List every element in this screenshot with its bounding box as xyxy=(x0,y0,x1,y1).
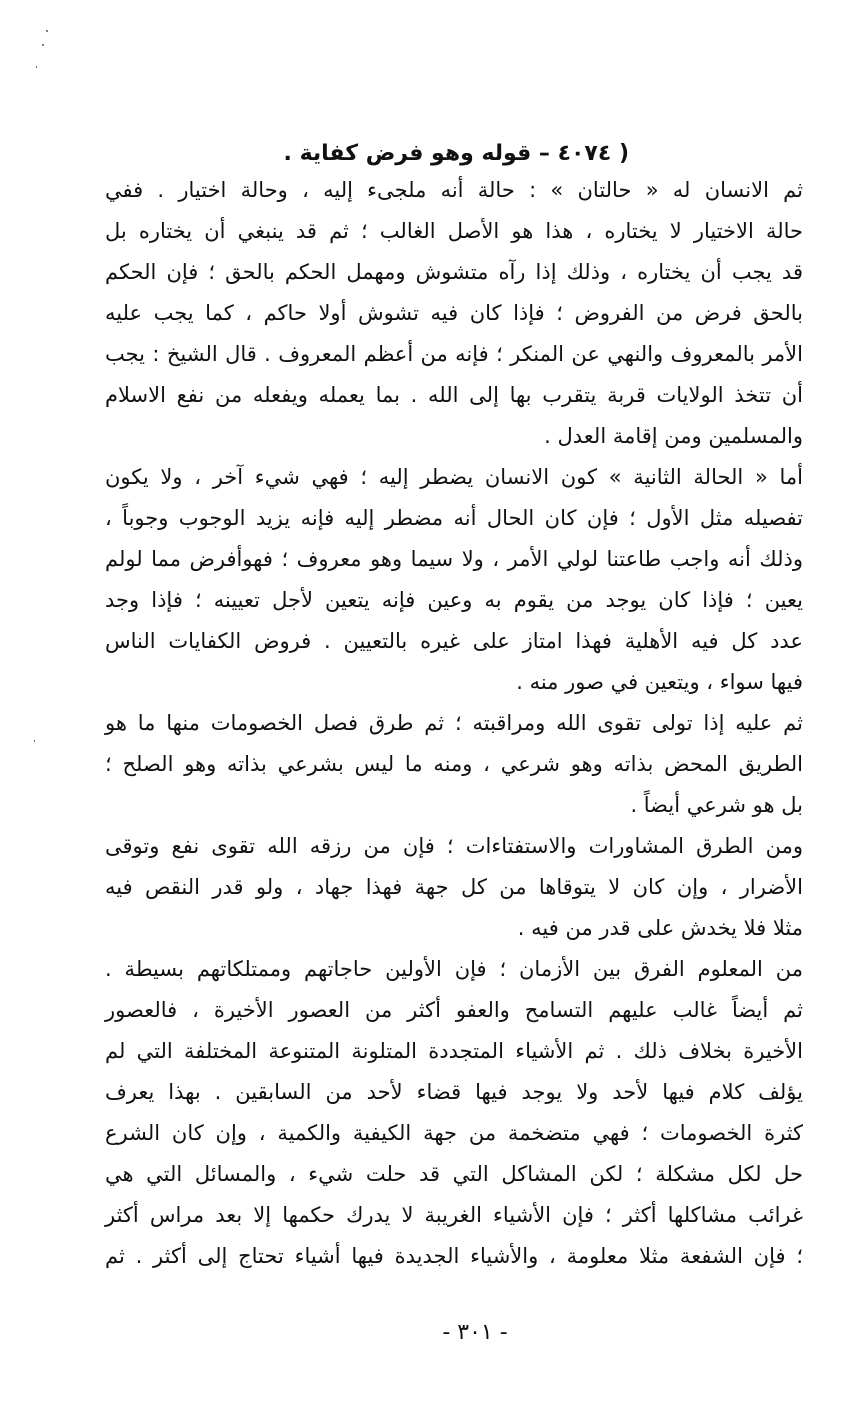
text-line: عدد كل فيه الأهلية فهذا امتاز على غيره بالتعيين . فروض الكفايات الناس xyxy=(105,629,803,653)
text-line: الأخيرة بخلاف ذلك . ثم الأشياء المتجددة المتلونة المتنوعة المختلفة التي لم xyxy=(105,1039,803,1063)
text-line: حالة الاختيار لا يختاره ، هذا هو الأصل الغالب ؛ ثم قد ينبغي أن يختاره بل xyxy=(105,219,803,243)
text-line: حل لكل مشكلة ؛ لكن المشاكل التي قد حلت شيء ، والمسائل التي هي xyxy=(105,1162,803,1186)
scan-speck xyxy=(36,66,37,68)
text-line: وذلك أنه واجب طاعتنا لولي الأمر ، ولا سيما وهو معروف ؛ فهوأفرض مما لولم xyxy=(105,547,803,571)
paragraph xyxy=(105,703,803,826)
text-line: من المعلوم الفرق بين الأزمان ؛ فإن الأولين حاجاتهم وممتلكاتهم بسيطة . xyxy=(105,957,803,981)
paragraph xyxy=(105,170,803,457)
section-heading: ( ٤٠٧٤ – قوله وهو فرض كفاية . xyxy=(283,141,629,166)
scan-speck xyxy=(42,44,44,46)
text-line: يعين ؛ فإذا كان يوجد من يقوم به وعين فإنه يتعين لأجل تعيينه ؛ فإذا وجد xyxy=(105,588,803,612)
paragraph xyxy=(105,826,803,949)
text-line: ؛ فإن الشفعة مثلا معلومة ، والأشياء الجديدة فيها أشياء تحتاج إلى أكثر . ثم xyxy=(105,1244,803,1268)
text-line: ثم عليه إذا تولى تقوى الله ومراقبته ؛ ثم طرق فصل الخصومات منها ما هو xyxy=(105,711,803,735)
text-line: كثرة الخصومات ؛ فهي متضخمة من جهة الكيفية والكمية ، وإن كان الشرع xyxy=(105,1121,803,1145)
text-line: أما « الحالة الثانية » كون الانسان يضطر إليه ؛ فهي شيء آخر ، ولا يكون xyxy=(105,465,803,489)
text-line: قد يجب أن يختاره ، وذلك إذا رآه متشوش ومهمل الحكم بالحق ؛ فإن الحكم xyxy=(105,260,803,284)
page-number: - ٣٠١ - xyxy=(442,1320,508,1345)
text-line: غرائب مشاكلها أكثر ؛ فإن الأشياء الغريبة لا يدرك حكمها إلا بعد مراس أكثر xyxy=(105,1203,803,1227)
text-line: الطريق المحض بذاته وهو شرعي ، ومنه ما ليس بشرعي بذاته وهو الصلح ؛ xyxy=(105,752,803,776)
text-line: فيها سواء ، ويتعين في صور منه . xyxy=(516,670,803,694)
text-line: الأمر بالمعروف والنهي عن المنكر ؛ فإنه من أعظم المعروف . قال الشيخ : يجب xyxy=(105,342,803,366)
paragraph xyxy=(105,949,803,1277)
body-text xyxy=(105,170,803,1277)
text-line: بالحق فرض من الفروض ؛ فإذا كان فيه تشوش أولا حاكم ، كما يجب عليه xyxy=(105,301,803,325)
text-line: ومن الطرق المشاورات والاستفتاءات ؛ فإن من رزقه الله تقوى نفع وتوقى xyxy=(105,834,803,858)
text-line: بل هو شرعي أيضاً . xyxy=(630,793,803,817)
text-line: ثم الانسان له « حالتان » : حالة أنه ملجىء إليه ، وحالة اختيار . ففي xyxy=(105,178,803,202)
scan-speck xyxy=(34,740,35,742)
text-line: مثلا فلا يخدش على قدر من فيه . xyxy=(517,916,803,940)
text-line: الأضرار ، وإن كان لا يتوقاها من كل جهة فهذا جهاد ، ولو قدر النقص فيه xyxy=(105,875,803,899)
scan-speck xyxy=(46,30,48,32)
text-line: أن تتخذ الولايات قربة يتقرب بها إلى الله . بما يعمله ويفعله من نفع الاسلام xyxy=(105,383,803,407)
text-line: تفصيله مثل الأول ؛ فإن كان الحال أنه مضطر إليه فإنه يزيد الوجوب وجوباً ، xyxy=(105,506,803,530)
text-line: ثم أيضاً غالب عليهم التسامح والعفو أكثر من العصور الأخيرة ، فالعصور xyxy=(105,998,803,1022)
text-line: يؤلف كلام فيها لأحد ولا يوجد فيها قضاء لأحد من السابقين . بهذا يعرف xyxy=(105,1080,803,1104)
text-line: والمسلمين ومن إقامة العدل . xyxy=(544,424,803,448)
paragraph xyxy=(105,457,803,703)
